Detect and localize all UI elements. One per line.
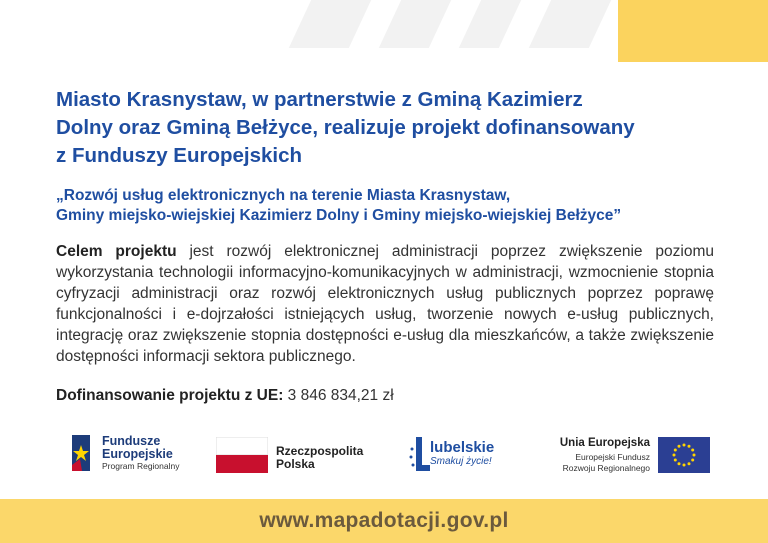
deco-stripe <box>379 0 451 48</box>
fe-line2: Europejskie <box>102 447 173 461</box>
eu-flag-icon <box>658 437 710 473</box>
fe-line3: Program Regionalny <box>102 461 180 471</box>
project-name-line: Gminy miejsko-wiejskiej Kazimierz Dolny i Gminy miejsko-wiejskiej Bełżyce” <box>56 207 622 224</box>
title-line: Dolny oraz Gminą Bełżyce, realizuje projekt dofinansowany <box>56 116 635 139</box>
funding-label: Dofinansowanie projektu z UE: <box>56 387 284 404</box>
ue-line1: Europejski Fundusz <box>575 452 650 462</box>
lubelskie-name: lubelskie <box>430 439 495 456</box>
goal-text: jest rozwój elektronicznej administracji poprzez zwiększenie poziomu wykorzystania technologii informacyjno-komunikacyjnych w administracji, wzmocnienie stopnia cyfryzacji administracji oraz rozwój elektronicznych usług publicznych poprzez poprawę funkcjonalności i e-dojrzałości istniejących usług, tworzenie nowych e-usług publicznych, integrację oraz zwiększenie stopnia dostępności e-usług dla mieszkańców, a także zwiększenie dostępności informacji sektora publicznego. <box>56 243 714 365</box>
logo-lubelskie <box>408 435 495 480</box>
rp-line2: Polska <box>276 457 315 471</box>
project-goal <box>56 241 714 367</box>
logo-fundusze-europejskie <box>68 431 180 480</box>
main-content <box>56 86 714 405</box>
logo-bar <box>0 423 768 493</box>
funding-line <box>56 387 714 405</box>
goal-label: Celem projektu <box>56 243 177 260</box>
title-line: Miasto Krasnystaw, w partnerstwie z Gminą Kazimierz <box>56 88 583 111</box>
rp-line1: Rzeczpospolita <box>276 444 364 458</box>
ue-title: Unia Europejska <box>559 437 650 449</box>
polish-flag-icon <box>216 437 268 473</box>
fe-star-icon <box>68 431 94 475</box>
page-title <box>56 86 714 170</box>
ue-line2: Rozwoju Regionalnego <box>562 463 650 473</box>
deco-stripe <box>529 0 611 48</box>
title-line: z Funduszy Europejskich <box>56 144 303 167</box>
lubelskie-l-icon <box>408 435 430 475</box>
lubelskie-slogan: Smakuj życie! <box>430 456 492 467</box>
logo-rzeczpospolita-polska <box>216 437 364 478</box>
deco-yellow-corner <box>618 0 768 62</box>
footer-url[interactable]: www.mapadotacji.gov.pl <box>259 509 509 532</box>
deco-stripe <box>459 0 521 48</box>
project-name <box>56 186 714 226</box>
project-name-line: „Rozwój usług elektronicznych na terenie Miasta Krasnystaw, <box>56 187 511 204</box>
deco-stripe <box>289 0 371 48</box>
footer-band <box>0 499 768 543</box>
fe-line1: Fundusze <box>102 434 161 448</box>
funding-value: 3 846 834,21 zł <box>287 387 394 404</box>
